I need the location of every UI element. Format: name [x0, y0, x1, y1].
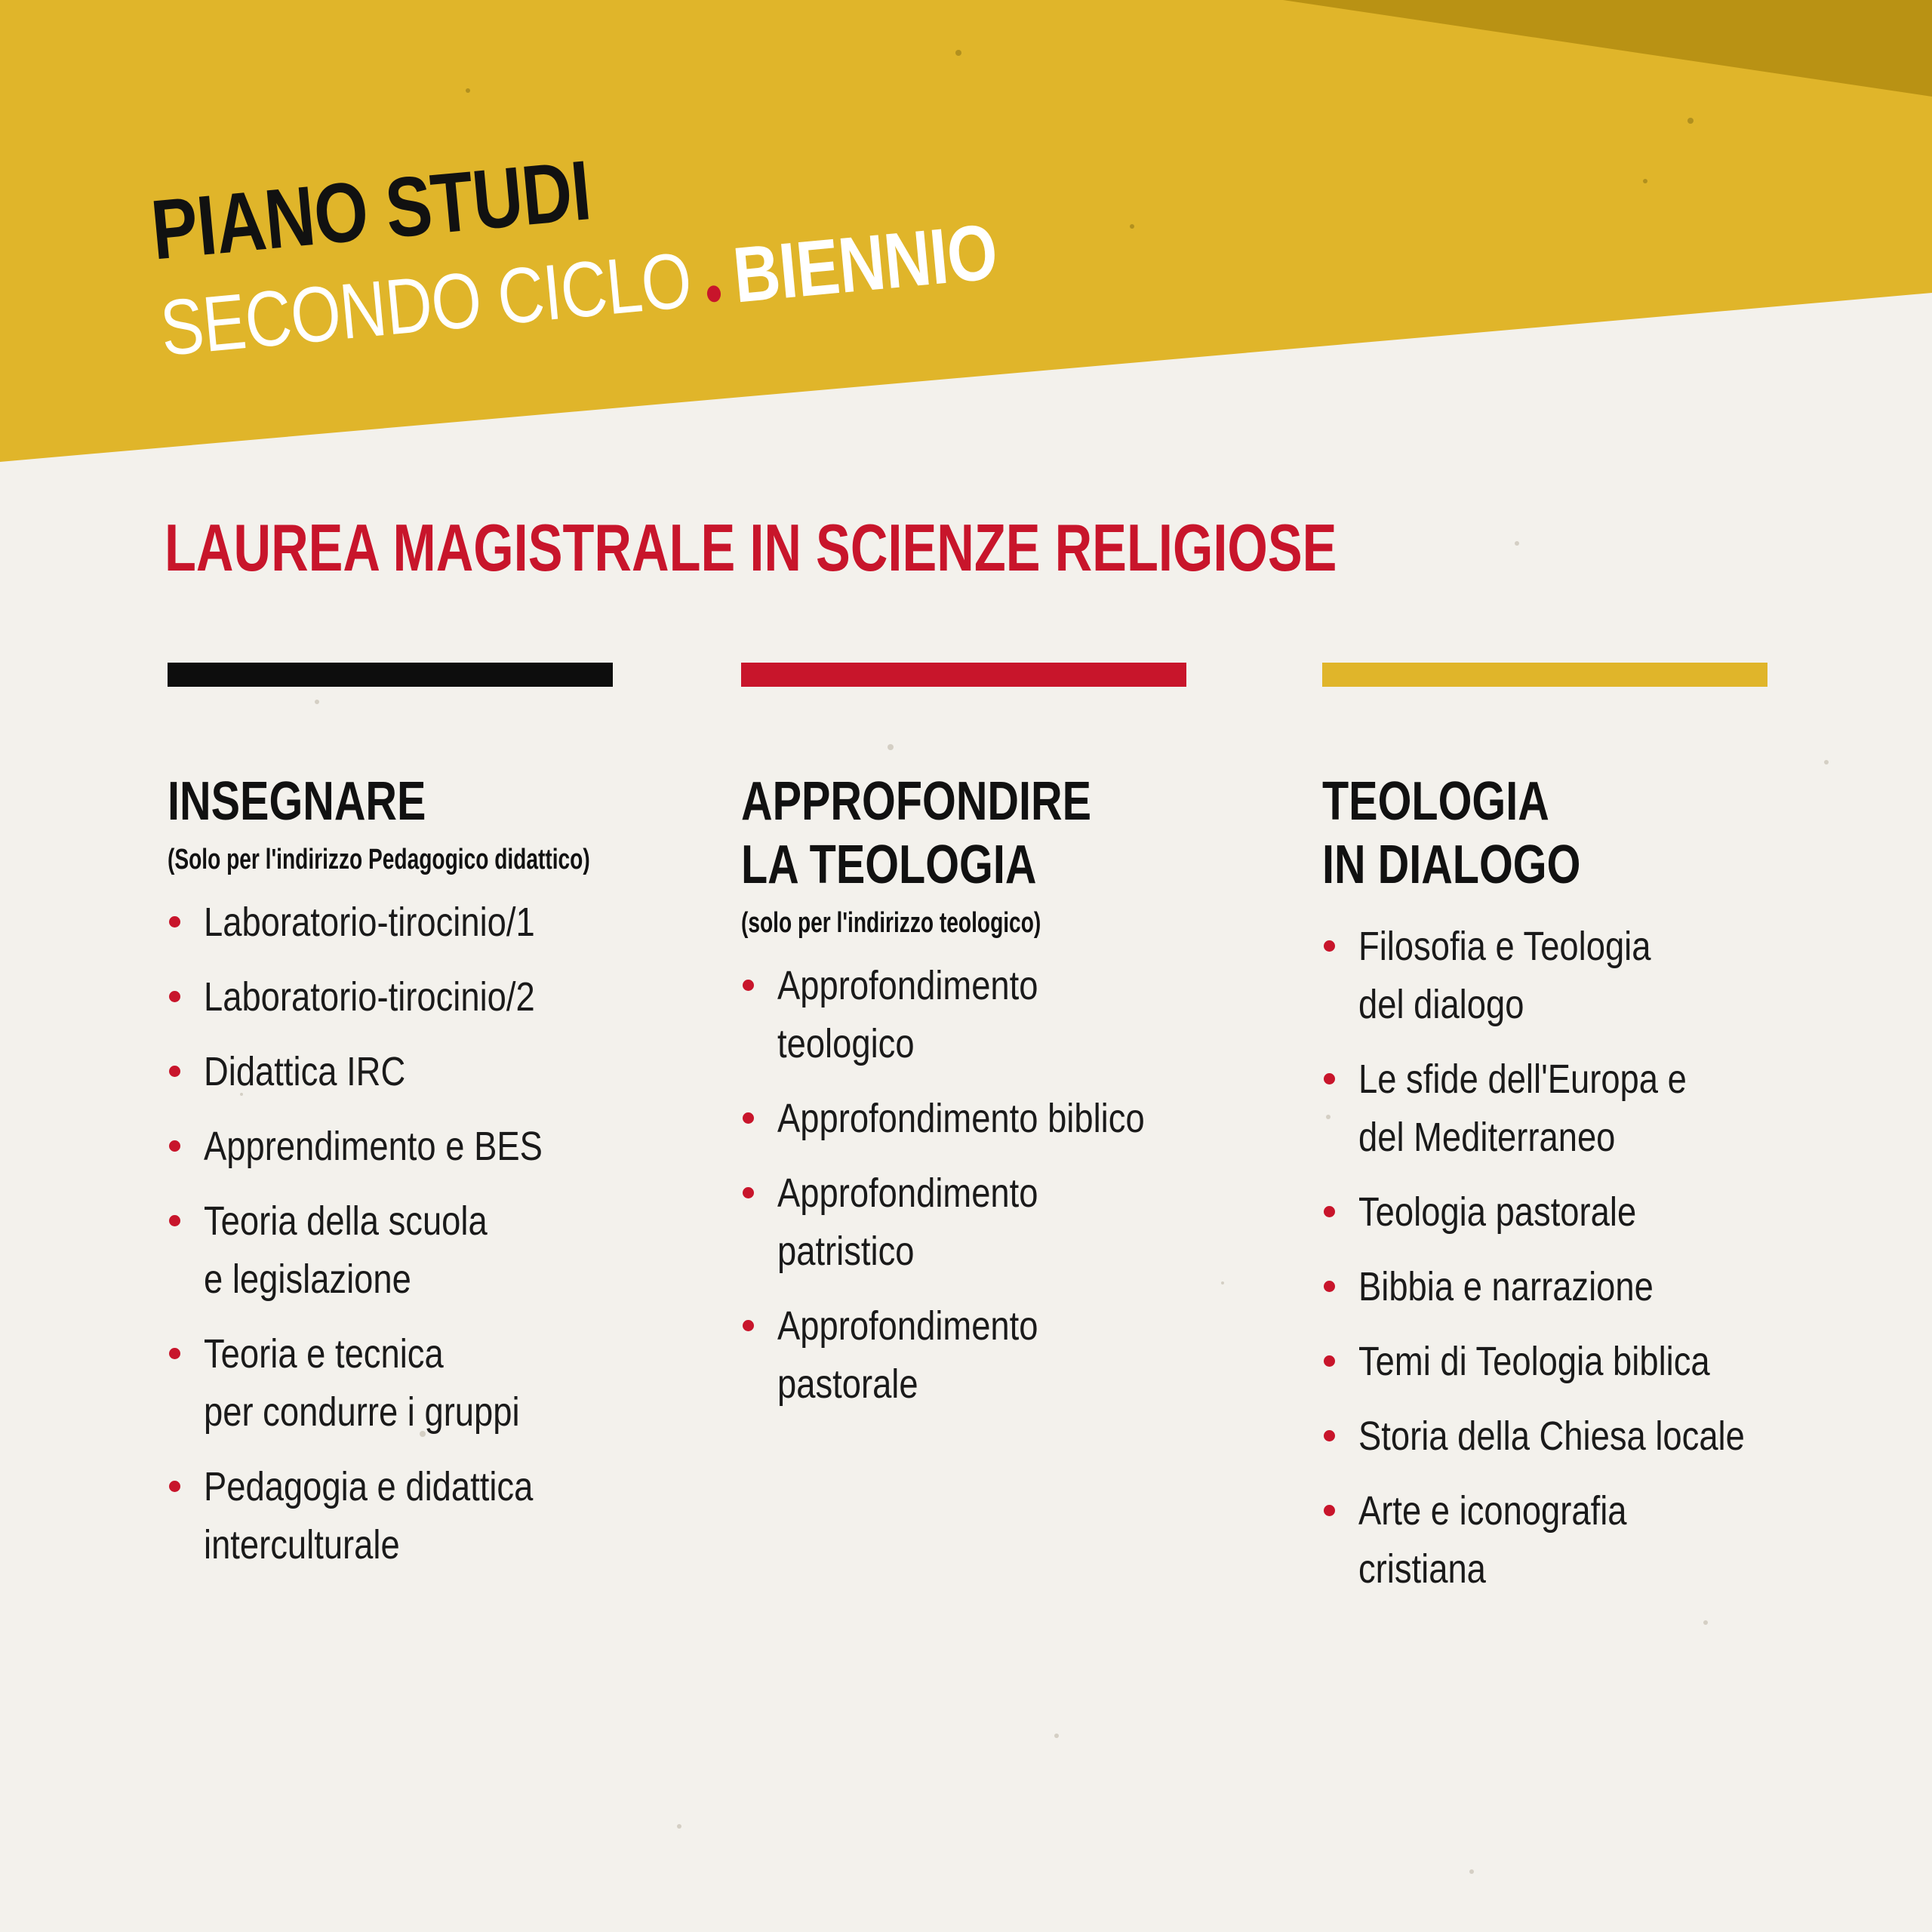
list-item	[741, 1297, 1209, 1414]
column-note: (solo per l'indirizzo teologico)	[741, 907, 1041, 939]
column-insegnare	[168, 663, 635, 1591]
cycle-label: SECONDO CICLO	[156, 236, 695, 373]
course-name: Laboratorio-tirocinio/2	[204, 974, 535, 1020]
bullet-icon	[169, 1348, 180, 1359]
course-list	[168, 894, 635, 1574]
list-item	[741, 957, 1209, 1073]
course-name: Approfondimento biblico	[777, 1096, 1145, 1141]
column-title: INSEGNARE	[168, 771, 426, 832]
bullet-icon	[169, 991, 180, 1002]
bullet-icon	[743, 980, 754, 991]
list-item	[168, 1458, 635, 1574]
course-name: Teoria e tecnica per condurre i gruppi	[204, 1331, 520, 1435]
list-item	[168, 1043, 635, 1101]
column-title: APPROFONDIRE LA TEOLOGIA	[741, 771, 1092, 895]
course-name: Approfondimento teologico	[777, 963, 1038, 1066]
bullet-icon	[743, 1187, 754, 1198]
list-item	[168, 968, 635, 1026]
bullet-icon	[169, 1215, 180, 1226]
column-teologia-in-dialogo	[1322, 663, 1790, 1615]
column-note: (Solo per l'indirizzo Pedagogico didattico)	[168, 844, 590, 875]
bullet-icon	[169, 1481, 180, 1492]
course-name: Laboratorio-tirocinio/1	[204, 900, 535, 945]
course-name: Apprendimento e BES	[204, 1124, 543, 1169]
page-title: PIANO STUDI	[147, 143, 595, 278]
list-item	[1322, 1258, 1790, 1316]
course-name: Filosofia e Teologia del dialogo	[1358, 924, 1651, 1027]
bullet-icon	[1324, 1355, 1335, 1367]
bullet-icon	[743, 1112, 754, 1124]
bullet-icon	[169, 1140, 180, 1152]
course-name: Teoria della scuola e legislazione	[204, 1198, 488, 1302]
course-name: Approfondimento patristico	[777, 1171, 1038, 1274]
course-name: Pedagogia e didattica interculturale	[204, 1464, 534, 1567]
bullet-icon	[169, 916, 180, 928]
course-name: Storia della Chiesa locale	[1358, 1414, 1745, 1459]
course-name: Le sfide dell'Europa e del Mediterraneo	[1358, 1057, 1687, 1160]
list-item	[168, 1325, 635, 1441]
list-item	[1322, 918, 1790, 1034]
course-list	[1322, 918, 1790, 1598]
list-item	[168, 1192, 635, 1309]
bullet-icon	[1324, 940, 1335, 952]
bullet-icon	[1324, 1073, 1335, 1084]
course-list	[741, 957, 1209, 1414]
bullet-icon	[1324, 1430, 1335, 1441]
list-item	[1322, 1051, 1790, 1167]
list-item	[1322, 1407, 1790, 1466]
list-item	[741, 1090, 1209, 1148]
bullet-icon	[1324, 1206, 1335, 1217]
course-name: Bibbia e narrazione	[1358, 1264, 1654, 1309]
list-item	[168, 1118, 635, 1176]
bullet-icon	[169, 1066, 180, 1077]
level-label: BIENNIO	[729, 208, 1001, 320]
column-accent-bar	[741, 663, 1186, 687]
course-name: Temi di Teologia biblica	[1358, 1339, 1710, 1384]
course-name: Teologia pastorale	[1358, 1189, 1637, 1235]
course-name: Arte e iconografia cristiana	[1358, 1488, 1627, 1592]
list-item	[741, 1164, 1209, 1281]
course-name: Didattica IRC	[204, 1049, 406, 1094]
column-title: TEOLOGIA IN DIALOGO	[1322, 771, 1581, 895]
bullet-icon	[743, 1320, 754, 1331]
bullet-icon	[1324, 1505, 1335, 1516]
column-approfondire	[741, 663, 1209, 1430]
list-item	[1322, 1482, 1790, 1598]
column-accent-bar	[1322, 663, 1767, 687]
course-name: Approfondimento pastorale	[777, 1303, 1038, 1407]
separator-dot-icon	[706, 285, 721, 303]
list-item	[168, 894, 635, 952]
list-item	[1322, 1333, 1790, 1391]
degree-heading: LAUREA MAGISTRALE IN SCIENZE RELIGIOSE	[165, 510, 1337, 585]
bullet-icon	[1324, 1281, 1335, 1292]
list-item	[1322, 1183, 1790, 1241]
column-accent-bar	[168, 663, 613, 687]
